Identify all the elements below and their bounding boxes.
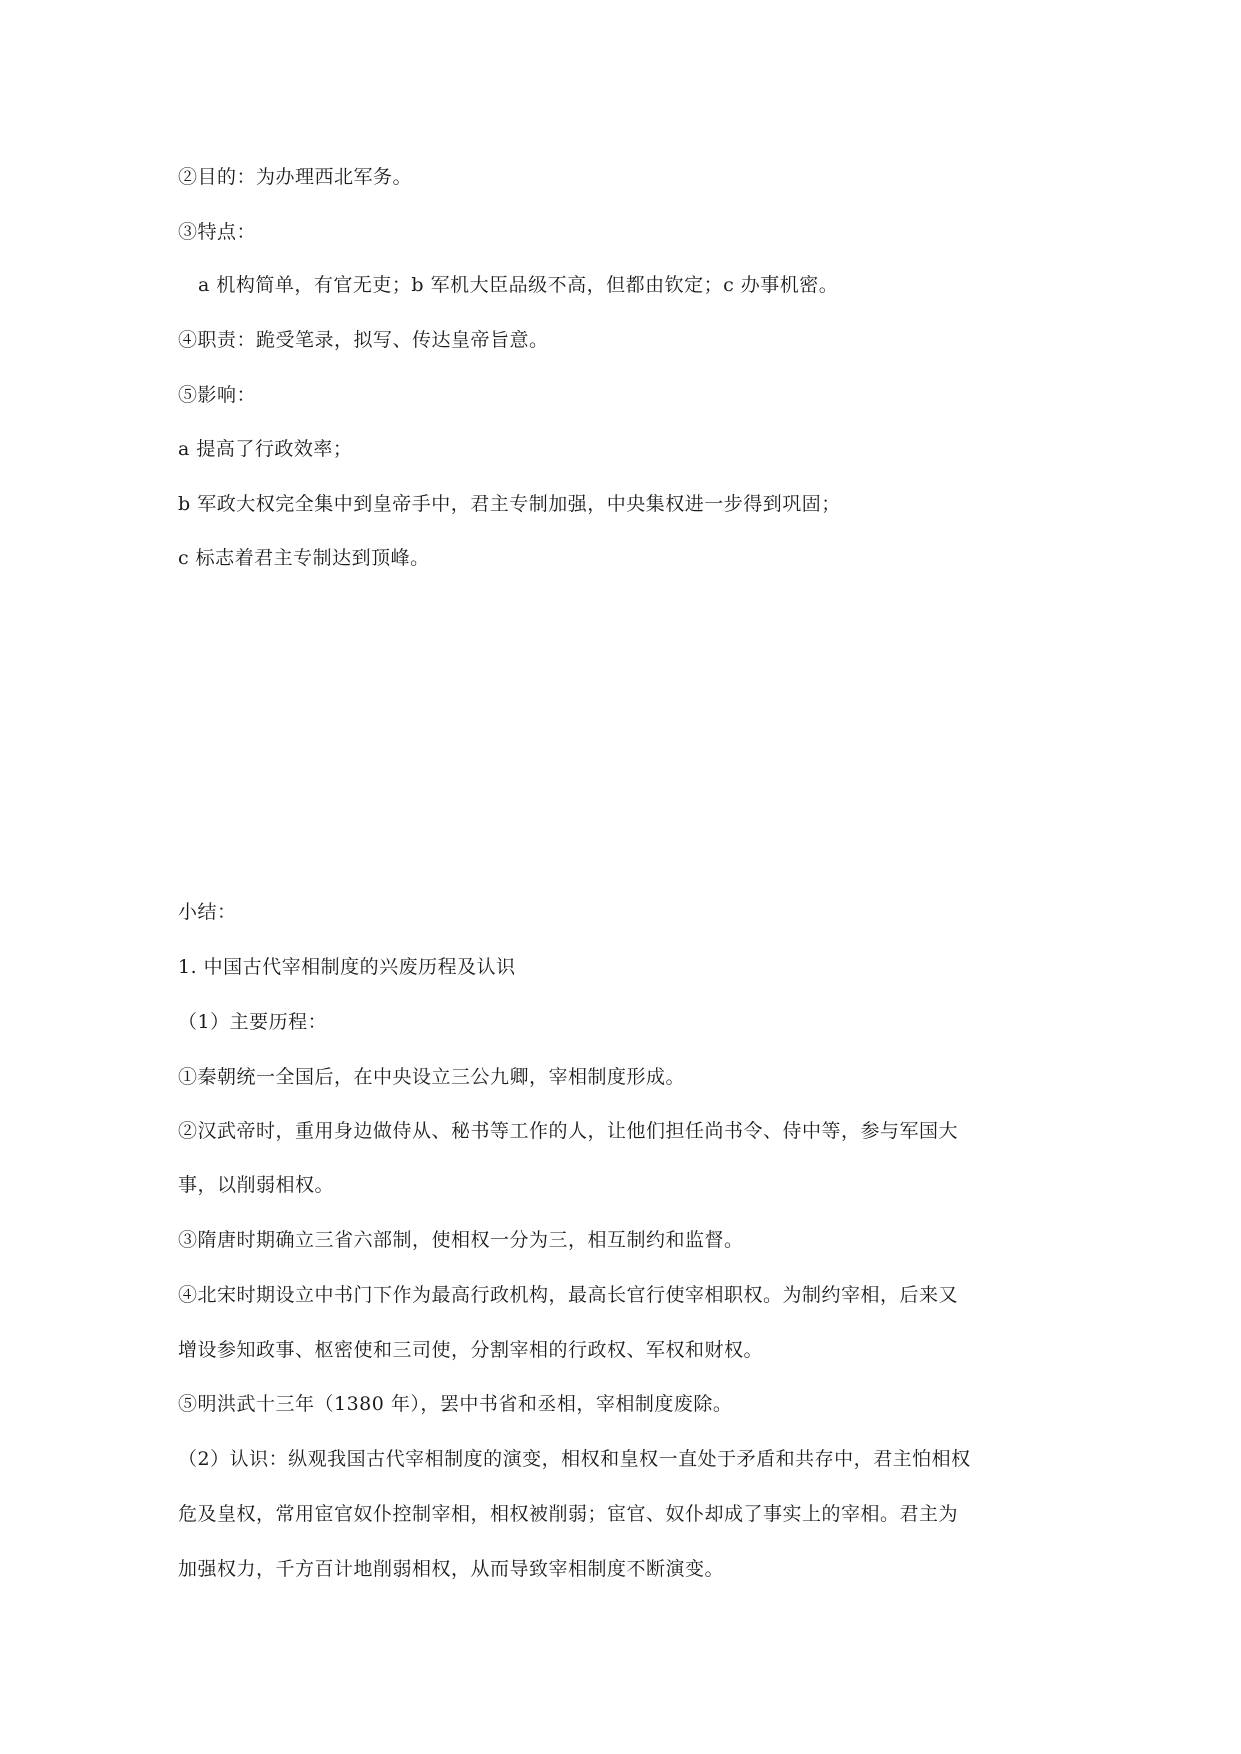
summary-item4-line1: ④北宋时期设立中书门下作为最高行政机构，最高长官行使宰相职权。为制约宰相，后来又 <box>178 1284 959 1306</box>
impact-c: c 标志着君主专制达到顶峰。 <box>178 547 430 569</box>
summary-item1: ①秦朝统一全国后，在中央设立三公九卿，宰相制度形成。 <box>178 1066 686 1088</box>
impact-a: a 提高了行政效率； <box>178 438 353 460</box>
duties-line: ④职责：跪受笔录，拟写、传达皇帝旨意。 <box>178 329 549 351</box>
features-heading: ③特点： <box>178 221 257 243</box>
summary-sub2-line3: 加强权力，千方百计地削弱相权，从而导致宰相制度不断演变。 <box>178 1558 725 1580</box>
summary-sub2-line2: 危及皇权，常用宦官奴仆控制宰相，相权被削弱；宦官、奴仆却成了事实上的宰相。君主为 <box>178 1503 959 1525</box>
summary-sub2-line1: （2）认识：纵观我国古代宰相制度的演变，相权和皇权一直处于矛盾和共存中，君主怕相权 <box>178 1448 971 1470</box>
summary-title: 1. 中国古代宰相制度的兴废历程及认识 <box>178 956 516 978</box>
impact-b: b 军政大权完全集中到皇帝手中，君主专制加强，中央集权进一步得到巩固； <box>178 493 841 515</box>
summary-heading: 小结： <box>178 901 237 923</box>
purpose-line: ②目的：为办理西北军务。 <box>178 166 413 188</box>
summary-item4-line2: 增设参知政事、枢密使和三司使，分割宰相的行政权、军权和财权。 <box>178 1339 764 1361</box>
summary-item3: ③隋唐时期确立三省六部制，使相权一分为三，相互制约和监督。 <box>178 1229 744 1251</box>
summary-item2-line1: ②汉武帝时，重用身边做侍从、秘书等工作的人，让他们担任尚书令、侍中等，参与军国大 <box>178 1120 959 1142</box>
features-items: a 机构简单，有官无吏；b 军机大臣品级不高，但都由钦定；c 办事机密。 <box>198 274 839 296</box>
summary-item5: ⑤明洪武十三年（1380 年），罢中书省和丞相，宰相制度废除。 <box>178 1393 733 1415</box>
summary-item2-line2: 事，以削弱相权。 <box>178 1174 335 1196</box>
summary-sub1: （1）主要历程： <box>178 1011 328 1033</box>
impact-heading: ⑤影响： <box>178 384 257 406</box>
